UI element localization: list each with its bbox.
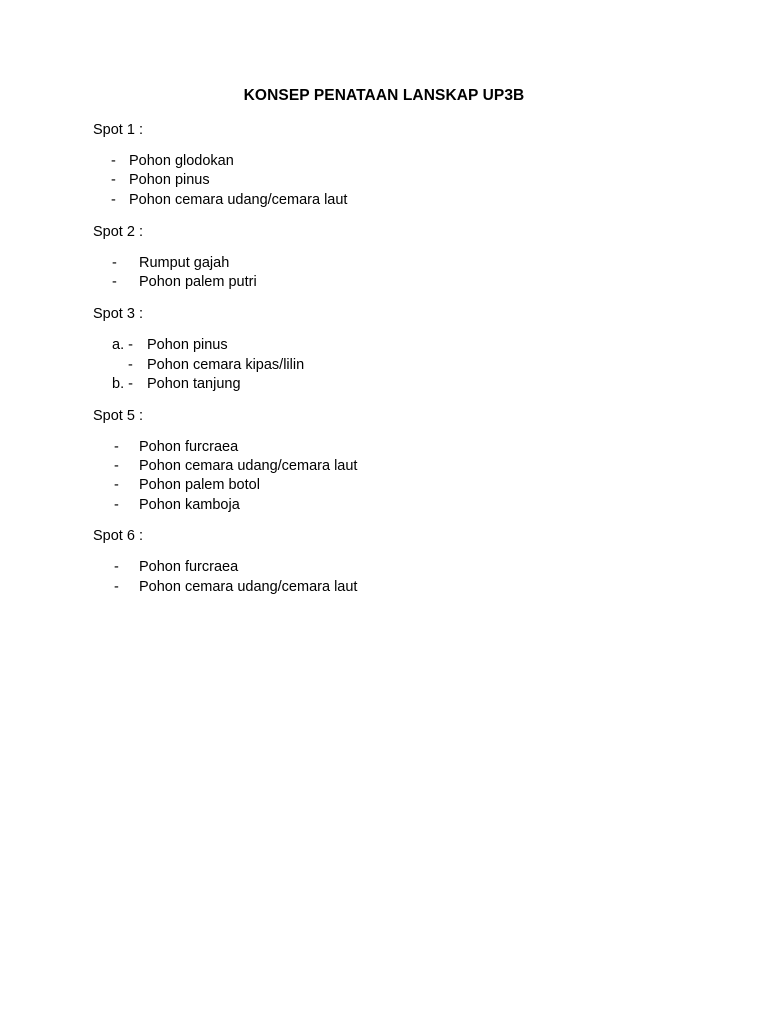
list-item-text: Pohon kamboja: [139, 497, 240, 513]
list-marker: -: [114, 477, 119, 493]
list-marker: -: [111, 172, 116, 188]
list-item-text: Pohon pinus: [129, 172, 210, 188]
spot-2-heading: Spot 2 :: [93, 224, 143, 240]
list-marker: -: [111, 153, 116, 169]
list-marker: -: [112, 274, 117, 290]
spot-5-heading: Spot 5 :: [93, 408, 143, 424]
list-marker: -: [128, 357, 133, 373]
spot-3-heading: Spot 3 :: [93, 306, 143, 322]
list-marker: -: [111, 192, 116, 208]
list-marker: a. -: [112, 337, 133, 353]
list-item-text: Rumput gajah: [139, 255, 230, 271]
list-marker: -: [114, 579, 119, 595]
list-marker: -: [114, 559, 119, 575]
list-marker: -: [114, 458, 119, 474]
list-item-text: Pohon palem botol: [139, 477, 260, 493]
list-item-text: Pohon cemara kipas/lilin: [147, 357, 305, 373]
list-marker: -: [114, 497, 119, 513]
list-marker: -: [112, 255, 117, 271]
list-item-text: Pohon furcraea: [139, 439, 239, 455]
list-marker: -: [114, 439, 119, 455]
document-title: KONSEP PENATAAN LANSKAP UP3B: [243, 87, 525, 104]
list-item-text: Pohon cemara udang/cemara laut: [139, 458, 358, 474]
list-item-text: Pohon furcraea: [139, 559, 239, 575]
list-item-text: Pohon cemara udang/cemara laut: [139, 579, 358, 595]
list-item-text: Pohon palem putri: [139, 274, 257, 290]
list-item-text: Pohon pinus: [147, 337, 228, 353]
list-item-text: Pohon cemara udang/cemara laut: [129, 192, 348, 208]
list-marker: b. -: [112, 376, 133, 392]
spot-6-heading: Spot 6 :: [93, 528, 143, 544]
spot-1-heading: Spot 1 :: [93, 122, 143, 138]
list-item-text: Pohon glodokan: [129, 153, 234, 169]
list-item-text: Pohon tanjung: [147, 376, 241, 392]
